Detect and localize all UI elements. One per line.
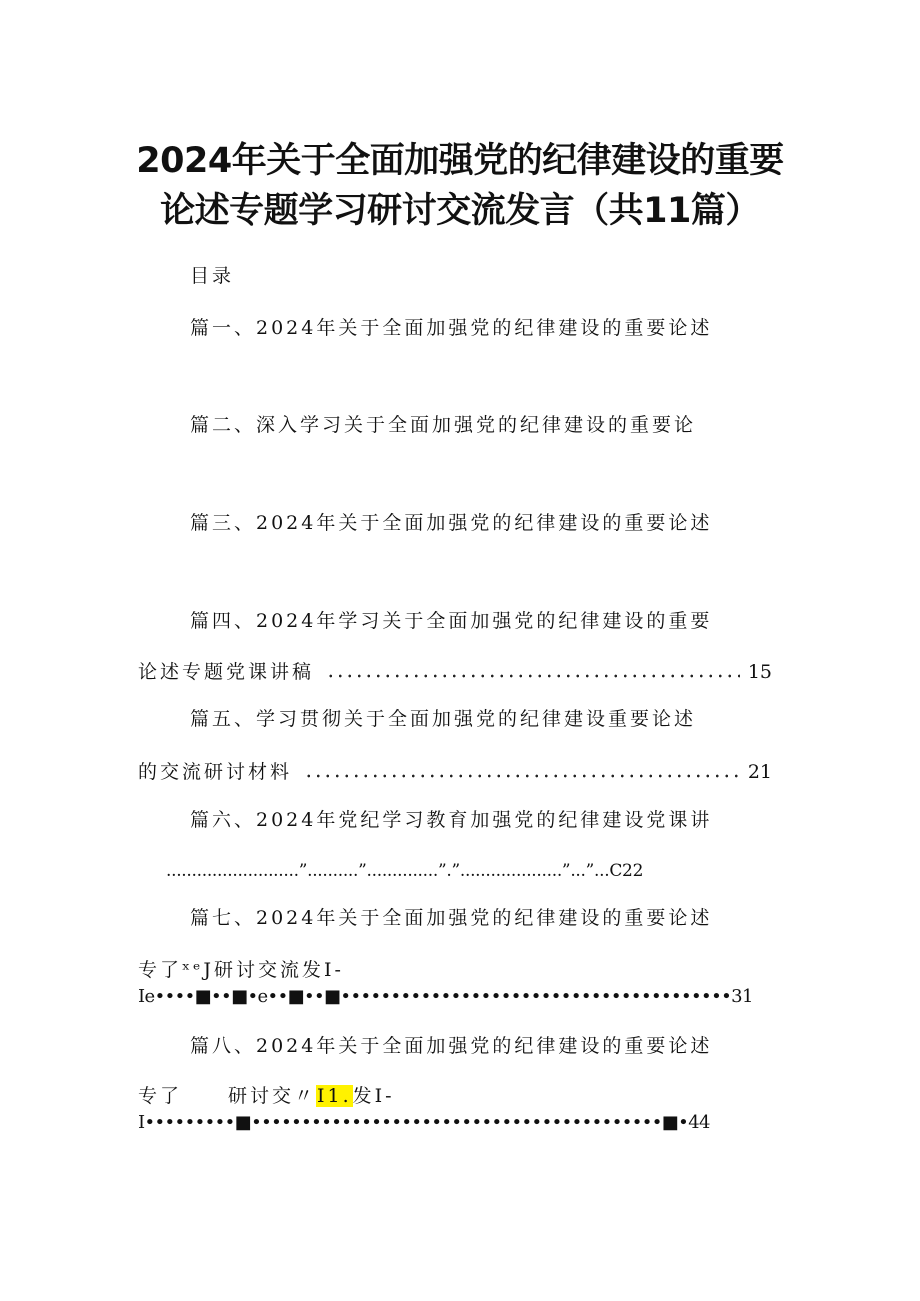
toc-item-4-title: 篇四、2024年学习关于全面加强党的纪律建设的重要 [190,610,713,632]
toc-item-8-continuation [138,1083,395,1109]
toc-item-6-leader-line: ..........................”..........”..............”.”....................”...”...C22 [166,861,644,881]
toc-item-4-continuation: 论述专题党课讲稿 [138,661,315,683]
toc-item-4-page-number: 15 [747,661,772,683]
dot-leader [326,674,740,678]
toc-item-3: 篇三、2024年关于全面加强党的纪律建设的重要论述 [190,512,713,534]
toc-item-8-fragment-b: 研讨交〃 [228,1085,317,1107]
toc-item-7-title: 篇七、2024年关于全面加强党的纪律建设的重要论述 [190,907,713,929]
toc-item-7-leader-line: Ie••••■••■•e••■••■•••••••••••••••••••••••••••••••••••••••31 [138,986,753,1007]
toc-item-5-entry [138,759,772,785]
toc-item-2: 篇二、深入学习关于全面加强党的纪律建设的重要论 [190,414,697,436]
dot-leader [304,774,740,778]
toc-item-7-continuation: 专了ˣᵉJ研讨交流发I- [138,959,344,981]
toc-item-5-title: 篇五、学习贯彻关于全面加强党的纪律建设重要论述 [190,708,697,730]
document-title-line-2: 论述专题学习研讨交流发言（共11篇） [160,191,760,231]
toc-item-8-leader-line: I•••••••••■•••••••••••••••••••••••••••••••••••••••••■•44 [138,1112,710,1133]
toc-item-6-title: 篇六、2024年党纪学习教育加强党的纪律建设党课讲 [190,809,713,831]
toc-item-5-continuation: 的交流研讨材料 [138,761,293,783]
document-title-line-1: 2024年关于全面加强党的纪律建设的重要 [136,141,784,181]
toc-item-1: 篇一、2024年关于全面加强党的纪律建设的重要论述 [190,317,713,339]
toc-item-8-fragment-a: 专了 [138,1085,183,1107]
toc-item-5-page-number: 21 [747,761,772,783]
toc-item-8-fragment-c: 发I- [352,1085,395,1107]
highlighted-text: I1. [317,1085,352,1107]
toc-item-8-title: 篇八、2024年关于全面加强党的纪律建设的重要论述 [190,1035,713,1057]
toc-heading: 目录 [190,265,235,287]
toc-item-4-entry [138,659,772,685]
